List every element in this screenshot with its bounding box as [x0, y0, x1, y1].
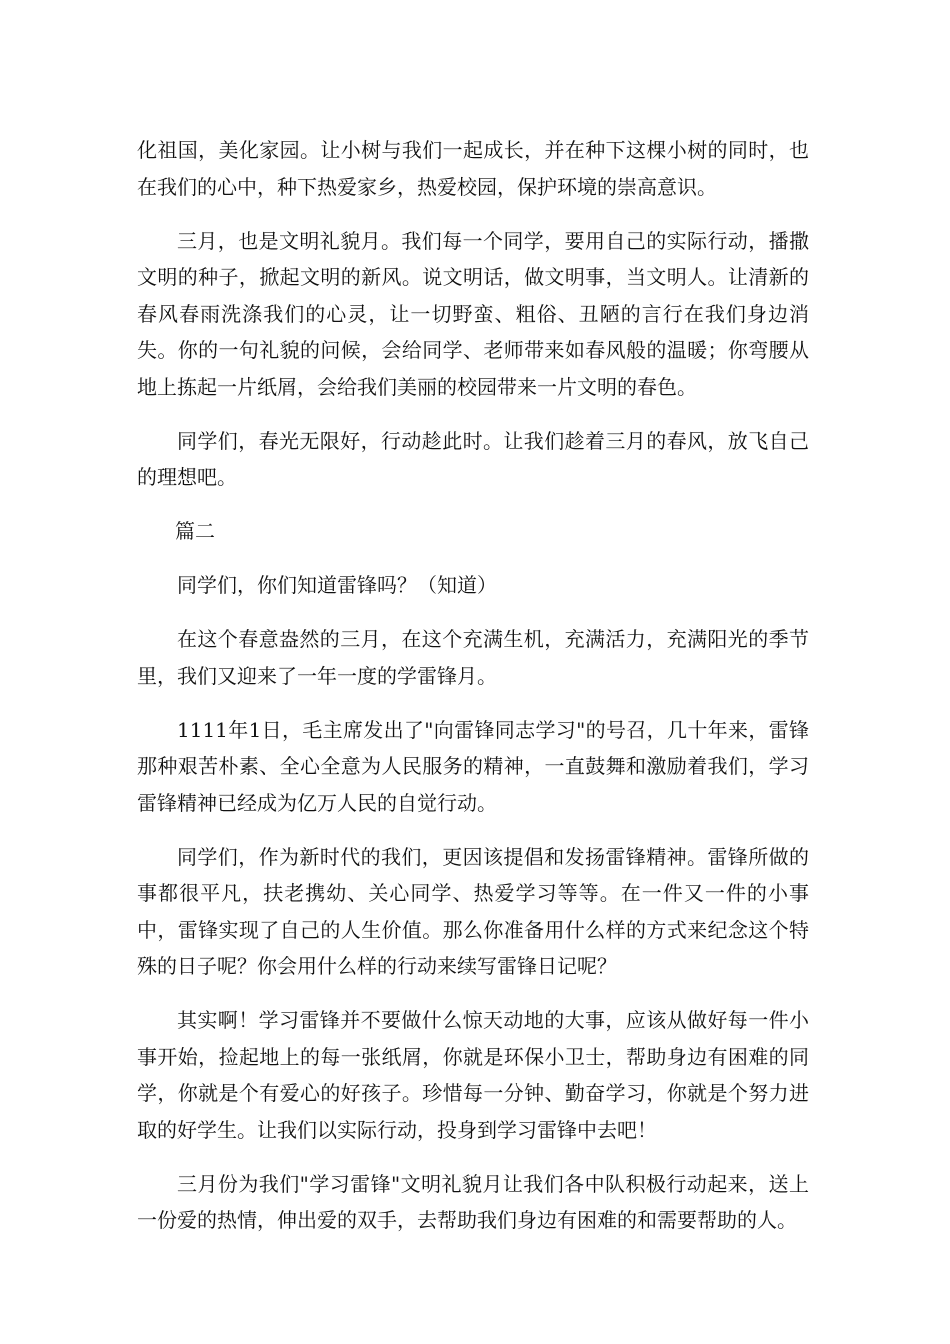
paragraph-spring-closing: 同学们，春光无限好，行动趁此时。让我们趁着三月的春风，放飞自己的理想吧。: [137, 428, 809, 489]
paragraph-small-things: 其实啊！学习雷锋并不要做什么惊天动地的大事，应该从做好每一件小事开始，捡起地上的每一张纸屑，你就是环保小卫士，帮助身边有困难的同学，你就是个有爱心的好孩子。珍惜每一分钟、勤奋学习，你就是个努力进取的好学生。让我们以实际行动，投身到学习雷锋中去吧！: [137, 1008, 809, 1142]
paragraph-new-era: 同学们，作为新时代的我们，更因该提倡和发扬雷锋精神。雷锋所做的事都很平凡，扶老携幼、关心同学、热爱学习等等。在一件又一件的小事中，雷锋实现了自己的人生价值。那么你准备用什么样的方式来纪念这个特殊的日子呢？你会用什么样的行动来续写雷锋日记呢？: [137, 844, 809, 978]
paragraph-question: 同学们，你们知道雷锋吗？（知道）: [177, 573, 497, 597]
paragraph-civility-month: 三月，也是文明礼貌月。我们每一个同学，要用自己的实际行动，播撒文明的种子，掀起文明的新风。说文明话，做文明事，当文明人。让清新的春风春雨洗涤我们的心灵，让一切野蛮、粗俗、丑陋的言行在我们身边消失。你的一句礼貌的问候，会给同学、老师带来如春风般的温暖；你弯腰从地上拣起一片纸屑，会给我们美丽的校园带来一片文明的春色。: [137, 228, 809, 399]
paragraph-march-intro: 在这个春意盎然的三月，在这个充满生机，充满活力，充满阳光的季节里，我们又迎来了一年一度的学雷锋月。: [137, 627, 809, 688]
paragraph-march-action: 三月份为我们"学习雷锋"文明礼貌月让我们各中队积极行动起来，送上一份爱的热情，伸出爱的双手，去帮助我们身边有困难的和需要帮助的人。: [137, 1171, 809, 1232]
paragraph-continuation: 化祖国，美化家园。让小树与我们一起成长，并在种下这棵小树的同时，也在我们的心中，种下热爱家乡，热爱校园，保护环境的崇高意识。: [137, 138, 809, 199]
document-body: [137, 132, 809, 1256]
section-heading: 篇二: [175, 519, 215, 543]
paragraph-chairman-call: 1111年1日，毛主席发出了"向雷锋同志学习"的号召，几十年来，雷锋那种艰苦朴素、全心全意为人民服务的精神，一直鼓舞和激励着我们，学习雷锋精神已经成为亿万人民的自觉行动。: [137, 717, 809, 815]
